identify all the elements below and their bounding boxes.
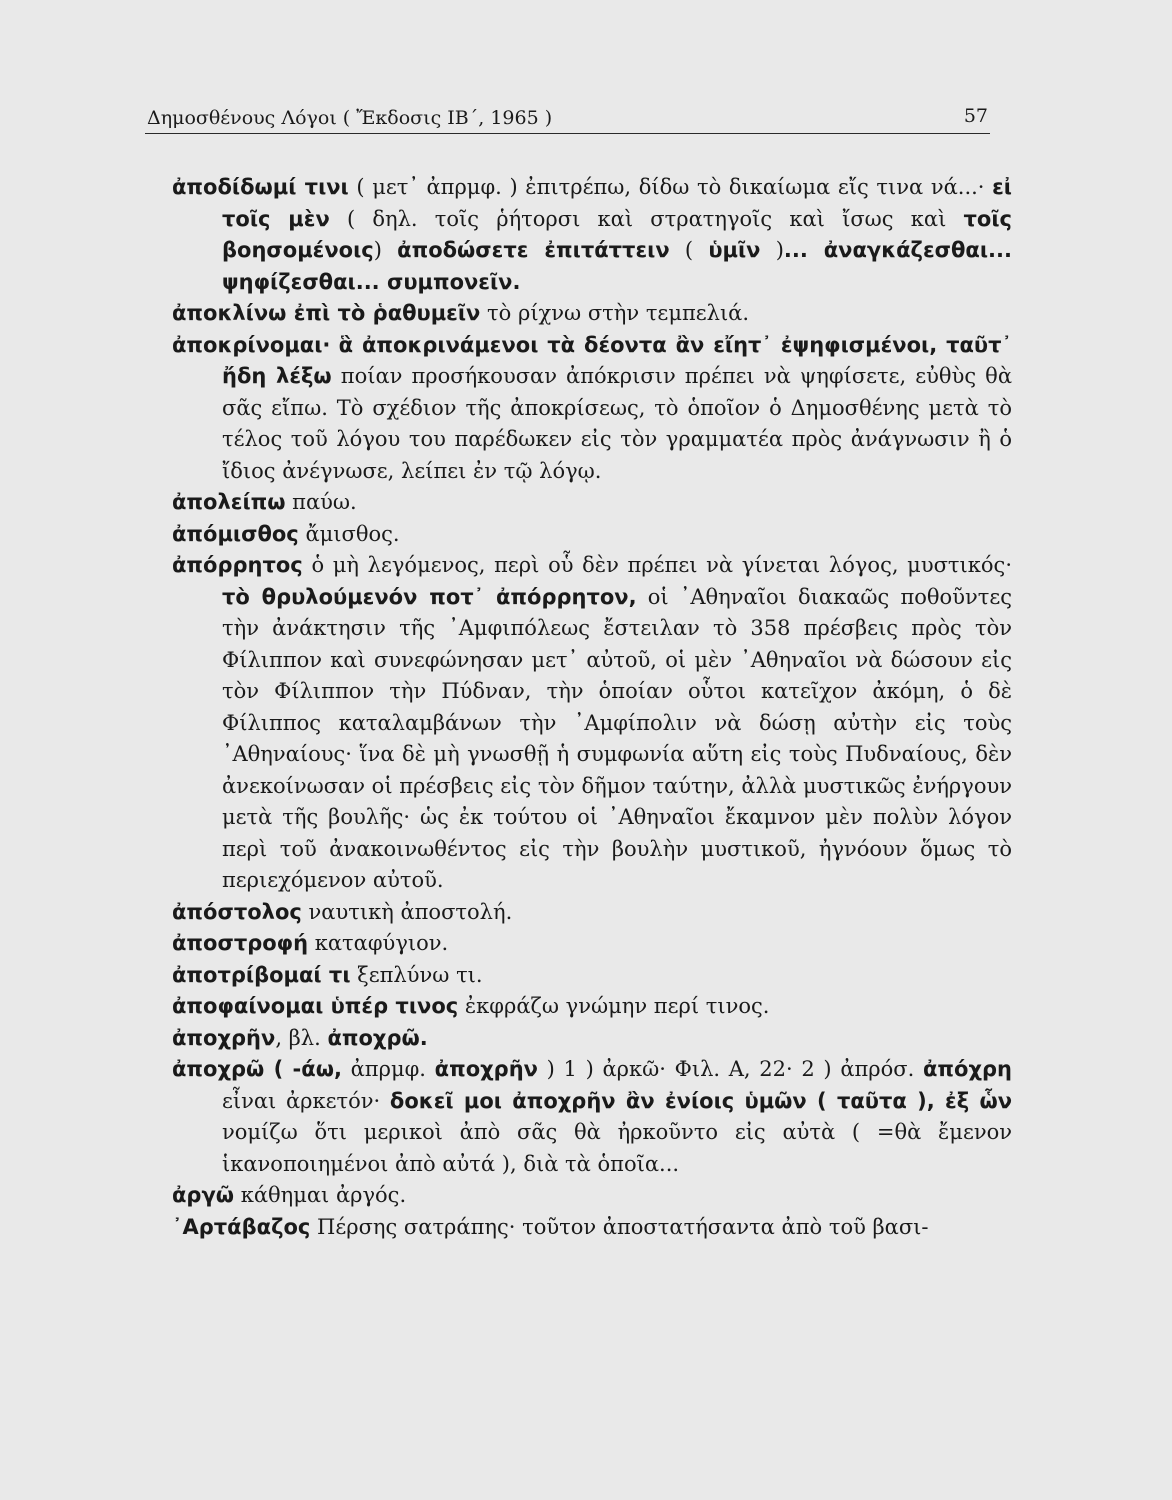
- entry-headword: ἀπόστολος: [172, 899, 302, 924]
- entry-quotation: ἀπόχρη: [923, 1057, 1012, 1081]
- entry-quotation: ἃ ἀποκρινάμενοι τὰ δέοντα ἂν εἴητ᾽ ἐψηφισμένοι, ταῦτ᾽ ἤδη λέξω: [222, 332, 1012, 388]
- entry-definition: ( δηλ. τοῖς ῥήτορσι καὶ στρατηγοῖς καὶ ἴσως καὶ: [329, 206, 964, 231]
- glossary-entry: [172, 1180, 1012, 1212]
- entry-headword: ἀποστροφή: [172, 931, 309, 955]
- entry-headword: ἀπόμισθος: [172, 521, 299, 546]
- entry-quotation: εἰ τοῖς μὲν: [222, 175, 1012, 231]
- entry-definition: ): [760, 238, 784, 262]
- entry-definition: παύω.: [285, 490, 357, 514]
- entry-quotation: τοῖς βοησομένοις: [222, 206, 1012, 262]
- entry-definition: νομίζω ὅτι μερικοὶ ἀπὸ σᾶς θὰ ἠρκοῦντο εἰς αὐτὰ ( =θὰ ἔμενον ἱκανοποιημένοι ἀπὸ αὐτά ), διὰ τὰ ὁποῖα...: [222, 1120, 1012, 1176]
- entry-quotation: ... ἀναγκάζεσθαι... ψηφίζεσθαι... συμπονεῖν.: [222, 238, 1012, 294]
- header-title: Δημοσθένους Λόγοι ( Ἔκδοσις ΙΒ΄, 1965 ): [147, 107, 553, 129]
- entry-definition: Πέρσης σατράπης· τοῦτον ἀποστατήσαντα ἀπὸ τοῦ βασι-: [310, 1214, 929, 1239]
- entry-headword: ἀποδίδωμί τινι: [172, 175, 349, 199]
- glossary-entry: [172, 172, 1012, 298]
- glossary-entry: [172, 960, 1012, 992]
- entry-quotation: δοκεῖ μοι ἀποχρῆν ἂν ἐνίοις ὑμῶν ( ταῦτα ), ἐξ ὧν: [389, 1088, 1013, 1113]
- entry-definition: κάθημαι ἀργός.: [234, 1183, 407, 1207]
- glossary-body: [172, 172, 1012, 1243]
- glossary-entry: [172, 487, 1012, 519]
- entry-definition: εἶναι ἀρκετόν·: [222, 1088, 390, 1113]
- entry-definition: ἐκφράζω γνώμην περί τινος.: [458, 994, 770, 1018]
- entry-headword: ἀποχρῶ ( -άω,: [172, 1057, 342, 1081]
- glossary-entry: [172, 519, 1012, 551]
- entry-definition: , βλ.: [275, 1025, 328, 1050]
- glossary-entry: [172, 928, 1012, 960]
- entry-definition: ὁ μὴ λεγόμενος, περὶ οὗ δὲν πρέπει νὰ γίνεται λόγος, μυστικός·: [302, 553, 1012, 577]
- glossary-entry: [172, 298, 1012, 330]
- glossary-entry: [172, 991, 1012, 1023]
- entry-definition: ναυτικὴ ἀποστολή.: [301, 899, 513, 924]
- entry-definition: καταφύγιον.: [308, 931, 449, 955]
- entry-definition: ἄμισθος.: [298, 521, 400, 546]
- running-header: [145, 103, 990, 134]
- entry-definition: οἱ ᾽Αθηναῖοι διακαῶς ποθοῦντες τὴν ἀνάκτησιν τῆς ᾽Αμφιπόλεως ἔστειλαν τὸ 358 πρέσβεις πρὸς τὸν Φίλιππον καὶ συνεφώνησαν μετ᾽ αὐτοῦ, οἱ μὲν ᾽Αθηναῖοι νὰ δώσουν εἰς τὸν Φίλιππον τὴν Πύδναν, τὴν ὁποίαν οὗτοι κατεῖχον ἀκόμη, ὁ δὲ Φίλιππος καταλαμβάνων τὴν ᾽Αμφίπολιν νὰ δώσῃ αὐτὴν εἰς τοὺς ᾽Αθηναίους· ἵνα δὲ μὴ γνωσθῇ ἡ συμφωνία αὕτη εἰς τοὺς Πυδναίους, δὲν ἀνεκοίνωσαν οἱ πρέσβεις εἰς τὸν δῆμον ταύτην, ἀλλὰ μυστικῶς ἐνήργουν μετὰ τῆς βουλῆς· ὡς ἐκ τούτου οἱ ᾽Αθηναῖοι ἔκαμνον μὲν πολὺν λόγον περὶ τοῦ ἀνακοινωθέντος εἰς τὴν βουλὴν μυστικοῦ, ἠγνόουν ὅμως τὸ περιεχόμενον αὐτοῦ.: [222, 584, 1013, 892]
- entry-headword: ἀποτρίβομαί τι: [172, 962, 351, 987]
- entry-headword: ἀπολείπω: [172, 490, 286, 514]
- entry-definition: ποίαν προσήκουσαν ἀπόκρισιν πρέπει νὰ ψηφίσετε, εὐθὺς θὰ σᾶς εἴπω. Τὸ σχέδιον τῆς ἀποκρίσεως, τὸ ὁποῖον ὁ Δημοσθένης μετὰ τὸ τέλος τοῦ λόγου του παρέδωκεν εἰς τὸν γραμματέα πρὸς ἀνάγνωσιν ἢ ὁ ἴδιος ἀνέγνωσε, λείπει ἐν τῷ λόγῳ.: [222, 364, 1013, 483]
- entry-quotation: τὸ θρυλούμενόν ποτ᾽ ἀπόρρητον,: [222, 584, 637, 609]
- entry-definition: ( μετ᾽ ἀπρμφ. ) ἐπιτρέπω, δίδω τὸ δικαίωμα εἴς τινα νά...·: [348, 175, 993, 199]
- entry-quotation: ἀποχρῆν: [434, 1057, 538, 1081]
- entry-headword: ἀποκρίνομαι·: [172, 332, 331, 357]
- entry-quotation: ἀποχρῶ.: [327, 1025, 428, 1050]
- entry-definition: ξεπλύνω τι.: [350, 962, 483, 987]
- page-number: 57: [963, 105, 988, 127]
- entry-headword: ἀργῶ: [172, 1183, 235, 1207]
- glossary-entry: [172, 1212, 1012, 1244]
- glossary-entry: [172, 330, 1012, 488]
- glossary-entry: [172, 1023, 1012, 1055]
- entry-headword: ἀποφαίνομαι ὑπέρ τινος: [172, 994, 459, 1018]
- glossary-entry: [172, 1054, 1012, 1180]
- entry-definition: τὸ ρίχνω στὴν τεμπελιά.: [480, 301, 750, 325]
- entry-definition: ) 1 ) ἀρκῶ· Φιλ. Α, 22· 2 ) ἀπρόσ.: [537, 1057, 923, 1081]
- entry-headword: ᾽Αρτάβαζος: [172, 1214, 311, 1239]
- entry-definition: [330, 333, 338, 357]
- entry-definition: ἀπρμφ.: [341, 1057, 435, 1081]
- entry-headword: ἀπόρρητος: [172, 553, 303, 577]
- entry-quotation: ὑμῖν: [708, 238, 761, 262]
- entry-headword: ἀποκλίνω ἐπὶ τὸ ῥαθυμεῖν: [172, 301, 481, 325]
- entry-definition: (: [669, 238, 709, 262]
- entry-definition: ): [373, 238, 398, 262]
- entry-quotation: ἀποδώσετε ἐπιτάττειν: [397, 238, 670, 262]
- glossary-entry: [172, 550, 1012, 897]
- glossary-entry: [172, 897, 1012, 929]
- entry-headword: ἀποχρῆν: [172, 1025, 276, 1050]
